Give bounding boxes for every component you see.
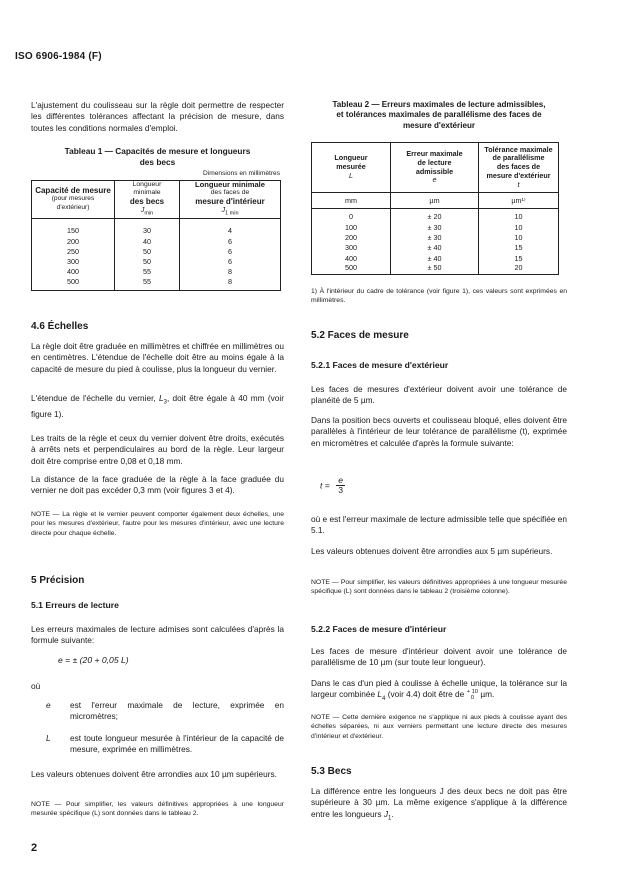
s46-paragraph-3: Les traits de la règle et ceux du vernier doivent être droits, exécutés à arrêts nets et perpendiculaires au bord de la règle. Leur largeur doit être comprise entre 0,08 et 0,18 mm. (31, 433, 284, 466)
page-number: 2 (31, 842, 38, 854)
table2-row: 500 ± 50 20 (312, 263, 559, 274)
table1-row: 300 50 6 (32, 256, 281, 266)
document-id: ISO 6906-1984 (F) (15, 51, 102, 62)
s521-note: NOTE — Pour simplifier, les valeurs définitives appropriées à une longueur mesurée spécifique (L) sont données dans le tableau 2 (troisième colonne). (311, 579, 567, 596)
section-5-heading: 5 Précision (31, 575, 85, 586)
table2-header-length: Longueur mesurée L (312, 143, 391, 193)
table2-header-row (312, 143, 559, 193)
s51-paragraph-1: Les erreurs maximales de lecture admises sont calculées d'après la formule suivante: (31, 624, 284, 646)
table2 (311, 142, 559, 275)
table2-row: 200 ± 30 10 (312, 232, 559, 242)
section-5-2-1-heading: 5.2.1 Faces de mesure d'extérieur (311, 360, 449, 370)
table1 (31, 180, 281, 291)
table1-header-jaw-length: Longueur minimale des becs $J_{min}$ (115, 181, 180, 219)
s51-formula: e = ± (20 + 0,05 L) (58, 655, 129, 665)
s521-formula: t = $\frac{e}{3}$ (320, 475, 343, 495)
intro-paragraph: L'ajustement du coulisseau sur la règle doit permettre de respecter les différentes tolérances affectant la précision de mesure, dans toutes les conditions normales d'emploi. (31, 100, 284, 133)
table2-header-tolerance: Tolérance maximale de parallélisme des faces de mesure d'extérieur t (479, 143, 559, 193)
table2-row: 300 ± 40 15 (312, 243, 559, 253)
s46-paragraph-4: La distance de la face graduée de la règle à la face graduée du vernier ne doit pas excéder 0,3 mm (voir figures 3 et 4). (31, 474, 284, 496)
s51-ou: où (31, 681, 41, 691)
table1-row: 200 40 6 (32, 236, 281, 246)
s522-paragraph-2: Dans le cas d'un pied à coulisse à échelle unique, la tolérance sur la largeur combinée $L_4$ (voir 4.4) doit être de + 10 0 µm. (311, 678, 567, 703)
s51-paragraph-2: Les valeurs obtenues doivent être arrondies aux 10 µm supérieurs. (31, 769, 277, 779)
s521-paragraph-3: où e est l'erreur maximale de lecture admissible telle que spécifiée en 5.1. (311, 514, 567, 536)
table2-row: 100 ± 30 10 (312, 222, 559, 232)
table1-header-capacity: Capacité de mesure (pour mesures d'extérieur) (32, 181, 115, 219)
table2-row: 0 ± 20 10 (312, 212, 559, 222)
s53-paragraph: La différence entre les longueurs J des deux becs ne doit pas être supérieure à 30 µm. La même exigence s'applique à la différence entre les longueurs $J_1$. (311, 786, 567, 822)
section-5-1-heading: 5.1 Erreurs de lecture (31, 600, 119, 610)
table1-row: 400 55 8 (32, 267, 281, 277)
table1-header-row (32, 181, 281, 219)
table1-units: Dimensions en millimètres (203, 170, 280, 177)
def-e-text: est l'erreur maximale de lecture, exprimée en micromètres; (70, 700, 284, 722)
section-5-2-heading: 5.2 Faces de mesure (311, 330, 409, 341)
table1-header-inner-face: Longueur minimale des faces de mesure d'intérieur $J_{1 min}$ (180, 181, 281, 219)
section-5-2-2-heading: 5.2.2 Faces de mesure d'intérieur (311, 624, 447, 634)
table1-row: 500 55 8 (32, 277, 281, 290)
table1-title-line1: Tableau 1 — Capacités de mesure et longueurs (64, 146, 251, 156)
table2-units-row: mm µm µm¹⁾ (312, 193, 559, 209)
table2-row: 400 ± 40 15 (312, 253, 559, 263)
s522-note: NOTE — Cette dernière exigence ne s'applique ni aux pieds à coulisse ayant des échelles séparées, ni aux verniers permettant une lecture directe des mesures d'intérieur et d'extérieur. (311, 714, 567, 740)
table1-title (31, 146, 284, 168)
table1-row: 150 30 4 (32, 226, 281, 236)
s521-paragraph-1: Les faces de mesures d'extérieur doivent avoir une tolérance de planéité de 5 µm. (311, 384, 567, 406)
def-e-symbol: e (46, 700, 51, 710)
table2-header-error: Erreur maximale de lecture admissible e (391, 143, 479, 193)
section-5-3-heading: 5.3 Becs (311, 766, 352, 777)
s46-note: NOTE — La règle et le vernier peuvent comporter également deux échelles, une pour les mesures d'extérieur, l'autre pour les mesures d'intérieur, avec une lecture directe pour chaque échelle. (31, 511, 284, 537)
table2-footnote: 1) À l'intérieur du cadre de tolérance (voir figure 1), ces valeurs sont exprimées en millimètres. (311, 288, 567, 305)
s46-paragraph-1: La règle doit être graduée en millimètres et chiffrée en millimètres ou en centimètres. L'étendue de l'échelle doit être au moins égale à la capacité de mesure du pied à coulisse, plus la longueur du vernier. (31, 341, 284, 374)
def-l-text: est toute longueur mesurée à l'intérieur de la capacité de mesure, exprimée en millimètres. (70, 733, 284, 755)
tolerance-value: + 10 0 (466, 689, 479, 702)
s46-paragraph-2: L'étendue de l'échelle du vernier, $L_3$, doit être égale à 40 mm (voir figure 1). (31, 393, 284, 420)
def-l-symbol: L (46, 733, 51, 743)
s522-paragraph-1: Les faces de mesure d'intérieur doivent avoir une tolérance de parallélisme de 10 µm (sur toute leur longueur). (311, 646, 567, 668)
table1-row: 250 50 6 (32, 246, 281, 256)
s51-note: NOTE — Pour simplifier, les valeurs définitives appropriées à une longueur mesurée spécifique (L) sont données dans le tableau 2. (31, 801, 284, 818)
s521-paragraph-4: Les valeurs obtenues doivent être arrondies aux 5 µm supérieurs. (311, 546, 553, 556)
s521-paragraph-2: Dans la position becs ouverts et coulisseau bloqué, elles doivent être parallèles à l'intérieur de leur tolérance de parallélisme (t), exprimée en micromètres et calculée d'après la formule suivante: (311, 415, 567, 448)
table1-title-line2: des becs (139, 157, 176, 167)
section-4-6-heading: 4.6 Échelles (31, 321, 89, 332)
table2-title: Tableau 2 — Erreurs maximales de lecture admissibles, et tolérances maximales de parallélisme des faces de mesure d'extérieur (332, 100, 546, 130)
